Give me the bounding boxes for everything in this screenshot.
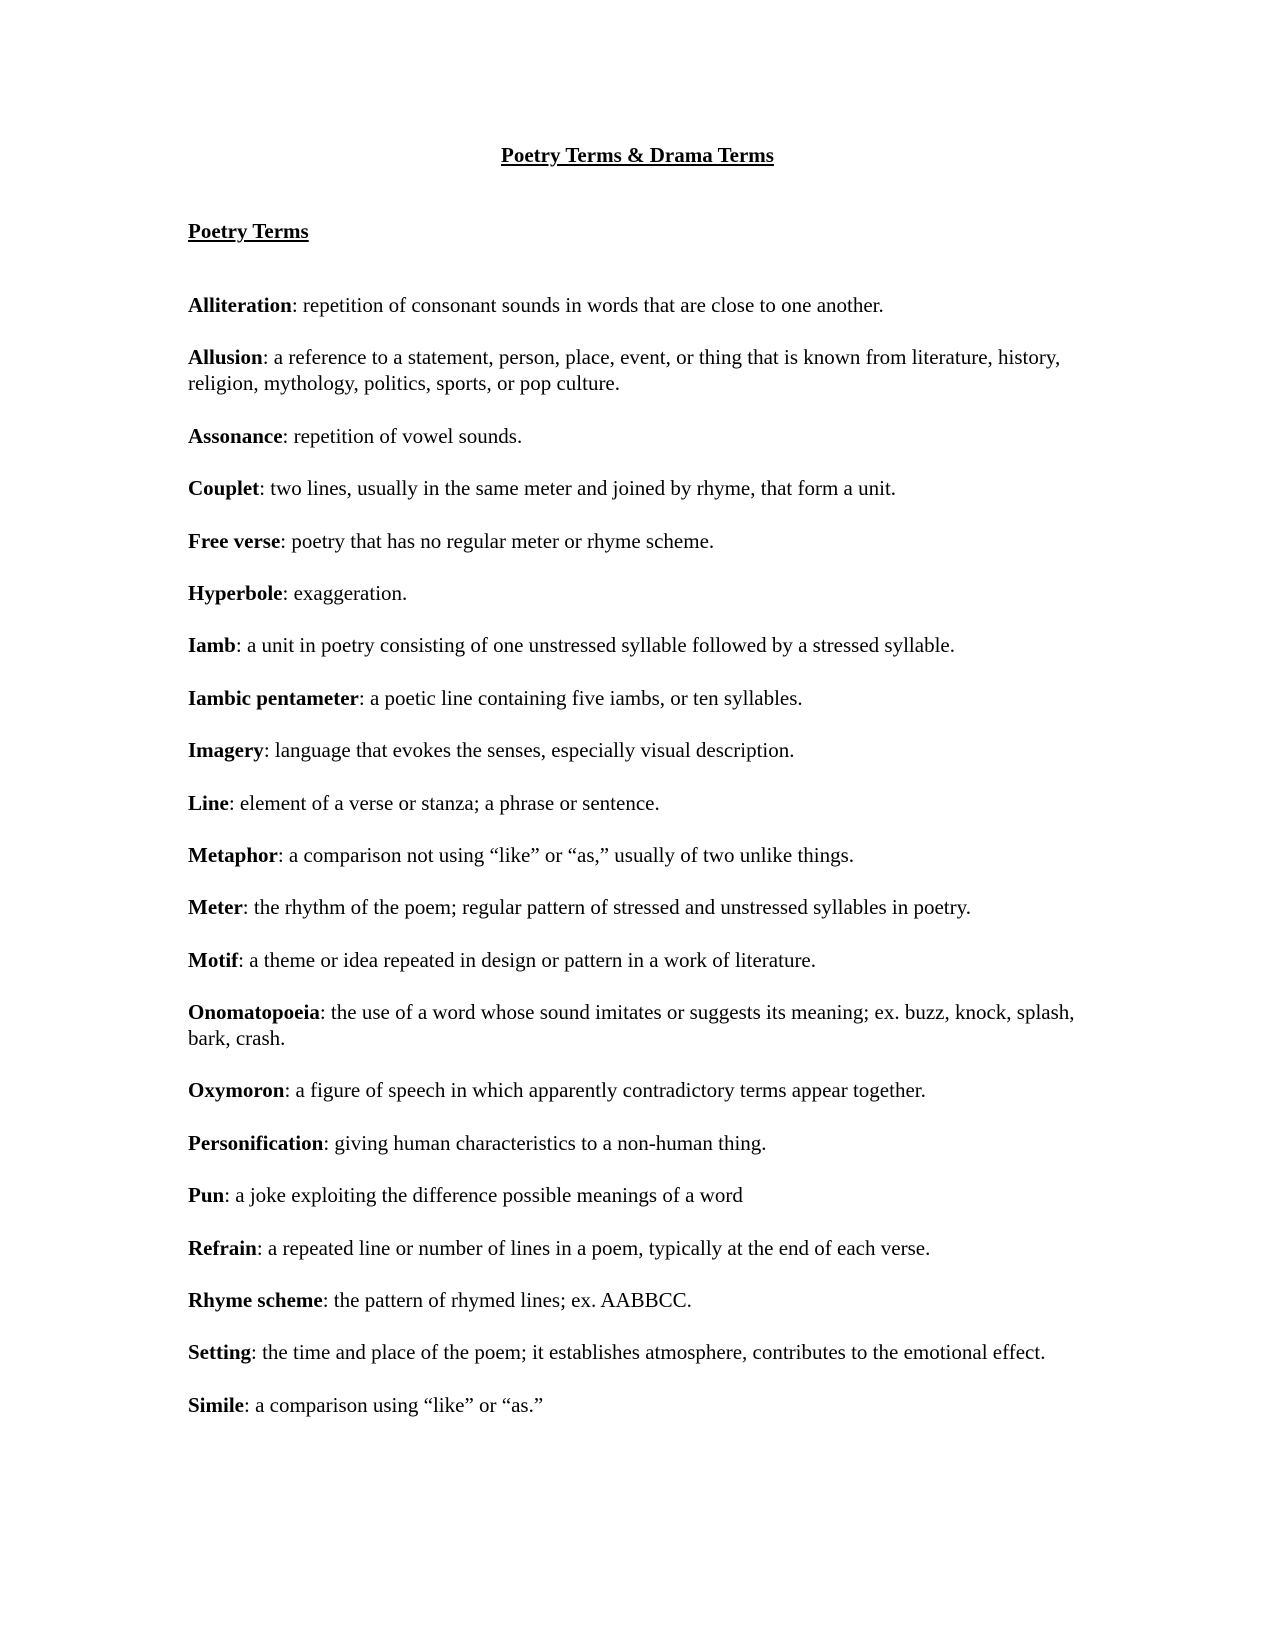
term-definition: : a poetic line containing five iambs, or ten syllables. <box>358 685 803 710</box>
term-name: Rhyme scheme <box>188 1288 323 1313</box>
term-definition: : a joke exploiting the difference possible meanings of a word <box>224 1183 743 1208</box>
term-entry <box>188 1339 1088 1365</box>
term-definition: : a comparison using “like” or “as.” <box>244 1392 544 1417</box>
term-name: Alliteration <box>188 293 292 317</box>
term-definition: : a reference to a statement, person, place, event, or thing that is known from literature, history, religion, mythology, politics, sports, or pop culture. <box>188 345 1061 396</box>
term-name: Imagery <box>188 738 264 763</box>
term-name: Meter <box>188 895 243 920</box>
term-name: Iambic pentameter <box>188 685 359 710</box>
term-name: Allusion <box>188 345 263 370</box>
term-definition: : the use of a word whose sound imitates or suggests its meaning; ex. buzz, knock, splash, bark, crash. <box>188 1000 1075 1051</box>
term-name: Couplet <box>188 476 260 501</box>
term-entry <box>188 580 1088 606</box>
term-entry <box>188 292 1088 318</box>
term-name: Hyperbole <box>188 580 283 605</box>
term-definition: : the time and place of the poem; it establishes atmosphere, contributes to the emotional effect. <box>251 1340 1046 1365</box>
term-definition: : element of a verse or stanza; a phrase or sentence. <box>228 790 660 815</box>
term-name: Pun <box>188 1183 225 1208</box>
term-definition: : a theme or idea repeated in design or pattern in a work of literature. <box>238 947 817 972</box>
term-entry <box>188 344 1088 396</box>
term-name: Line <box>188 790 229 815</box>
section-heading-poetry-terms: Poetry Terms <box>188 219 309 243</box>
term-name: Metaphor <box>188 842 278 867</box>
term-definition: : the rhythm of the poem; regular pattern of stressed and unstressed syllables in poetry. <box>242 895 971 920</box>
term-name: Iamb <box>188 633 236 658</box>
term-entry <box>188 475 1088 501</box>
term-entry <box>188 528 1088 554</box>
term-entry <box>188 947 1088 973</box>
term-definition: : a figure of speech in which apparently contradictory terms appear together. <box>284 1078 926 1103</box>
term-name: Onomatopoeia <box>188 1000 320 1025</box>
term-definition: : poetry that has no regular meter or rhyme scheme. <box>280 528 715 553</box>
term-name: Refrain <box>188 1235 257 1260</box>
term-definition: : the pattern of rhymed lines; ex. AABBCC. <box>322 1288 692 1313</box>
term-entry <box>188 632 1088 658</box>
term-definition: : two lines, usually in the same meter and joined by rhyme, that form a unit. <box>259 476 897 501</box>
term-entry <box>188 423 1088 449</box>
term-name: Personification <box>188 1130 324 1155</box>
term-list <box>188 292 1088 1444</box>
term-entry <box>188 685 1088 711</box>
document-title: Poetry Terms & Drama Terms <box>501 143 774 167</box>
term-definition: : language that evokes the senses, especially visual description. <box>263 738 795 763</box>
term-entry <box>188 1287 1088 1313</box>
term-name: Setting <box>188 1340 251 1365</box>
term-entry <box>188 1130 1088 1156</box>
term-definition: : exaggeration. <box>282 580 408 605</box>
term-name: Assonance <box>188 423 283 448</box>
term-entry <box>188 737 1088 763</box>
term-definition: : a unit in poetry consisting of one unstressed syllable followed by a stressed syllable. <box>235 633 955 658</box>
term-entry <box>188 1392 1088 1418</box>
term-entry <box>188 1235 1088 1261</box>
term-definition: : repetition of vowel sounds. <box>282 423 523 448</box>
term-entry <box>188 894 1088 920</box>
term-entry <box>188 842 1088 868</box>
term-definition: : a repeated line or number of lines in a poem, typically at the end of each verse. <box>256 1235 931 1260</box>
term-entry <box>188 999 1088 1051</box>
term-entry <box>188 790 1088 816</box>
term-entry <box>188 1077 1088 1103</box>
term-definition: : a comparison not using “like” or “as,” usually of two unlike things. <box>277 842 855 867</box>
term-name: Simile <box>188 1392 244 1417</box>
term-name: Oxymoron <box>188 1078 285 1103</box>
term-entry <box>188 1182 1088 1208</box>
term-definition: : repetition of consonant sounds in words that are close to one another. <box>291 293 884 317</box>
term-definition: : giving human characteristics to a non-human thing. <box>323 1130 767 1155</box>
term-name: Free verse <box>188 528 281 553</box>
term-name: Motif <box>188 947 239 972</box>
